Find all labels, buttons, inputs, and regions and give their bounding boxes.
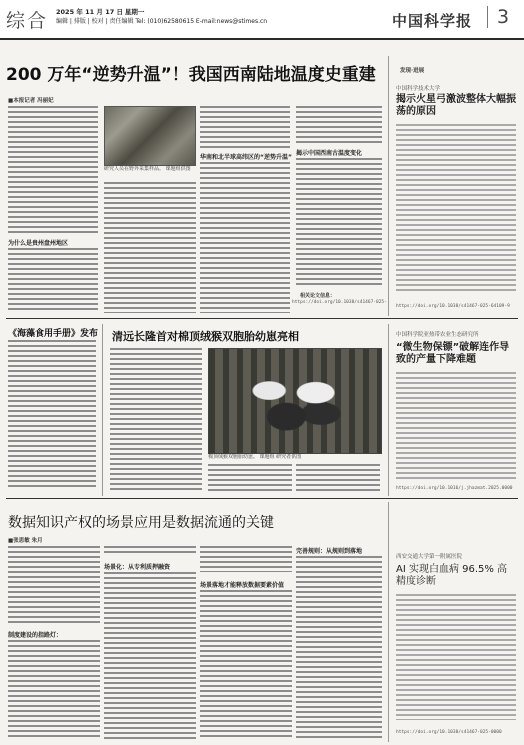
data-ip-headline: 数据知识产权的场景应用是数据流通的关键 <box>8 515 274 531</box>
data-ip-col3b <box>200 590 292 740</box>
data-ip-col3a <box>200 546 292 572</box>
lead-body-col1 <box>8 106 98 236</box>
data-ip-sub-c: 场景落地才能释放数据要素价值 <box>200 582 285 589</box>
data-ip-col1b <box>8 640 100 740</box>
sidebar-bottom-body <box>396 594 516 720</box>
lead-body-col4b <box>296 158 382 286</box>
monkey-body-col1 <box>110 348 202 490</box>
sidebar-divider-mid <box>388 324 389 496</box>
page-number: 3 <box>487 6 518 28</box>
sidebar-top-label: 发现·进展 <box>400 68 425 74</box>
sidebar-mid-org: 中国科学院亚热带农业生态研究所 <box>396 332 479 338</box>
data-ip-sub-d: 完善规则：从规则到落地 <box>296 548 363 555</box>
monkey-photo-caption: 棉顶绒猴双胞胎幼崽。 课题组 研究者供图 <box>208 454 302 460</box>
lead-byline: ■本报记者 冯丽妃 <box>8 98 54 104</box>
lead-subhead-c: 揭示中国西南古温度变化 <box>296 150 363 157</box>
monkey-body-col2 <box>208 464 292 492</box>
sidebar-mid-body <box>396 372 516 482</box>
lead-body-col1b <box>8 248 98 313</box>
data-ip-col2b <box>104 572 196 740</box>
lead-body-col4a <box>296 106 382 144</box>
sidebar-divider-bottom <box>388 502 389 742</box>
data-ip-sub-a: 制度建设的指路灯： <box>8 632 63 639</box>
sidebar-top-title: 揭示火星弓激波整体大幅振荡的原因 <box>396 94 516 117</box>
lead-reviewer: 相关论文信息： <box>300 293 336 299</box>
lead-subhead-a: 为什么是贵州盘州地区 <box>8 240 69 247</box>
seaweed-body <box>8 340 96 490</box>
sidebar-top-org: 中国科学技术大学 <box>396 86 441 92</box>
data-ip-col1a <box>8 546 100 626</box>
data-ip-col2a <box>104 546 196 554</box>
monkey-photo <box>208 348 382 454</box>
section-title: 综合 <box>6 10 49 32</box>
sidebar-top-doi[interactable]: https://doi.org/10.1038/s41467-025-64109-9 <box>396 304 510 309</box>
section-divider-2 <box>6 498 518 499</box>
newspaper-logo: 中国科学报 <box>392 12 473 30</box>
field-photo-caption: 研究人员在野外采集样品。 课题组供图 <box>104 166 191 172</box>
story2-divider <box>102 324 103 496</box>
sidebar-divider-top <box>388 56 389 316</box>
field-photo <box>104 106 196 166</box>
lead-subhead-b: 华南和北半球高纬区的“逆势升温” <box>200 154 292 161</box>
section-divider-1 <box>6 318 518 319</box>
sidebar-bottom-title: AI 实现白血病 96.5% 高精度诊断 <box>396 564 508 587</box>
sidebar-mid-title: “微生物保镖”破解连作导致的产量下降难题 <box>396 342 510 365</box>
lead-doi-link[interactable]: https://doi.org/10.1038/s41467-025- <box>292 300 387 305</box>
sidebar-bottom-org: 西安交通大学第一附属医院 <box>396 554 463 560</box>
sidebar-bottom-doi[interactable]: https://doi.org/10.1038/s41467-025-0000 <box>396 730 502 735</box>
seaweed-headline: 《海藻食用手册》发布 <box>8 329 99 339</box>
monkey-body-col3 <box>296 464 380 492</box>
lead-body-col3a <box>200 106 290 148</box>
header-credits: 编辑 | 排版 | 校对 | 责任编辑 Tel: (010)62580615 E-mail:news@stimes.cn <box>56 18 268 25</box>
sidebar-mid-doi[interactable]: https://doi.org/10.1016/j.jhazmat.2025.0000 <box>396 486 513 491</box>
lead-body-col2 <box>104 182 196 313</box>
data-ip-byline: ■张思敏 朱月 <box>8 538 43 544</box>
issue-weekday: 星期一 <box>124 8 145 16</box>
lead-headline: 200 万年“逆势升温”！我国西南陆地温度史重建 <box>6 65 376 85</box>
sidebar-top-body <box>396 124 516 292</box>
data-ip-col4 <box>296 556 382 740</box>
data-ip-sub-b: 场景化：从专利质押融资 <box>104 564 171 571</box>
header-info <box>56 8 386 26</box>
issue-date: 2025 年 11 月 17 日 <box>56 8 123 16</box>
monkey-headline: 清远长隆首对棉顶绒猴双胞胎幼崽亮相 <box>112 330 299 343</box>
lead-body-col3b <box>200 162 290 313</box>
